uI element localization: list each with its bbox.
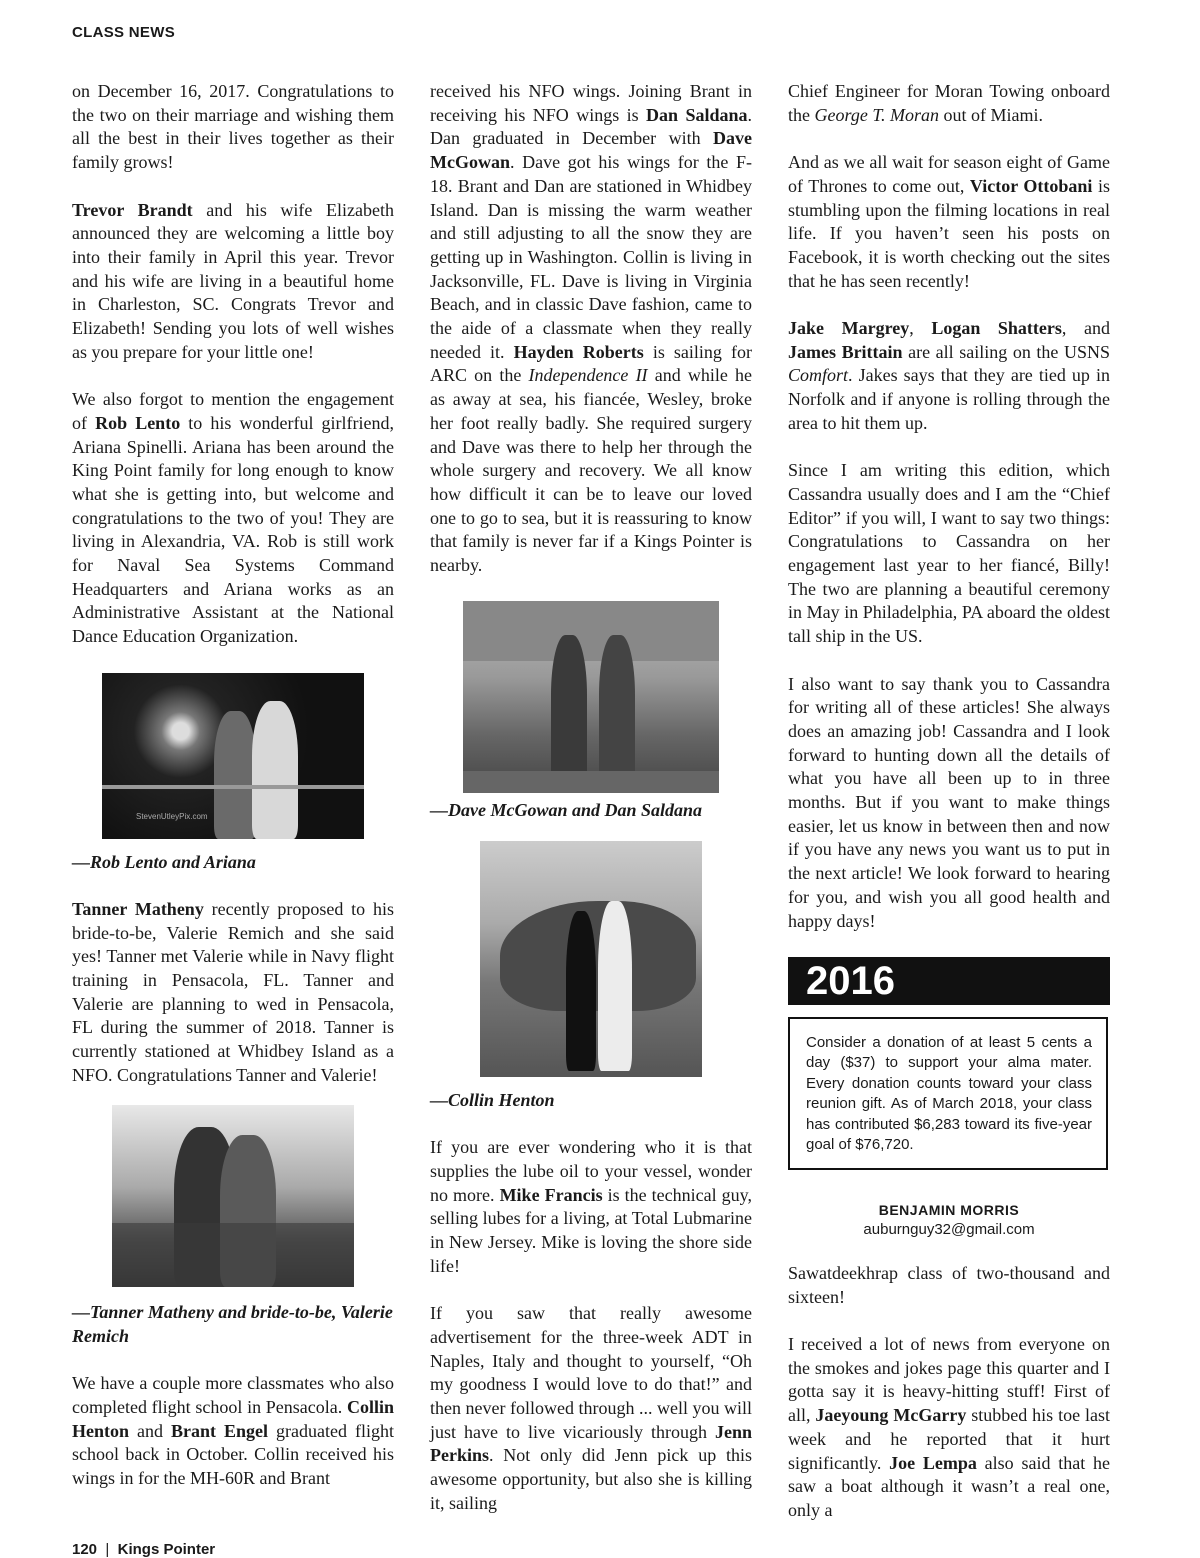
paragraph: Trevor Brandt and his wife Elizabeth announced they are welcoming a little boy into their family in April this year. Trevor and his wife are living in a beautiful home in Charleston, SC. Congrats Trevor and Elizabeth! Sending you lots of well wishes as you prepare for your little one! (72, 199, 394, 362)
page-footer (72, 1541, 215, 1558)
column-2 (430, 80, 752, 1539)
publication-name: Kings Pointer (117, 1541, 216, 1558)
paragraph: We also forgot to mention the engagement of Rob Lento to his wonderful girlfriend, Ariana Spinelli. Ariana has been around the King Point family for long enough to know what she is getting into, but welcome and congratulations to the two of you! They are living in Alexandria, VA. Rob is still work for Naval Sea Systems Command Headquarters and Ariana works as an Administrative Assistant at the National Dance Education Organization. (72, 389, 395, 647)
section-header: CLASS NEWS (72, 24, 176, 41)
paragraph: If you are ever wondering who it is that supplies the lube oil to your vessel, wonder no more. Mike Francis is the technical guy, selling lubes for a living, at Total Lubmarine in New Jersey. Mike is loving the shore side life! (430, 1137, 752, 1276)
photo-caption: —Tanner Matheny and bride-to-be, Valerie Remich (72, 1302, 393, 1346)
photo-caption: —Collin Henton (430, 1089, 555, 1110)
paragraph: Sawatdeekhrap class of two-thousand and sixteen! (788, 1262, 1110, 1307)
paragraph: We have a couple more classmates who also completed flight school in Pensacola. Collin Henton and Brant Engel graduated flight school back in October. Collin received his wings in for the MH-60R and Brant (72, 1373, 394, 1489)
photo-watermark: StevenUtleyPix.com (136, 811, 208, 821)
paragraph: Jake Margrey, Logan Shatters, and James Brittain are all sailing on the USNS Comfort. Jakes says that they are tied up in Norfolk and if anyone is rolling through the area to hit them up. (788, 318, 1110, 433)
paragraph: Tanner Matheny recently proposed to his bride-to-be, Valerie Remich and she said yes! Tanner met Valerie while in Navy flight training in Pensacola, FL. Tanner and Valerie are planning to wed in Pensacola, FL during the summer of 2018. Tanner is currently stationed at Whidbey Island as a NFO. Congratulations Tanner and Valerie! (72, 898, 394, 1085)
paragraph: Since I am writing this edition, which Cassandra usually does and I am the “Chief Editor” if you will, I want to say two things: Congratulations to Cassandra on her engagement last year to her fiancé, Billy! The two are planning a beautiful ceremony in May in Philadelphia, PA aboard the oldest tall ship in the US. (788, 460, 1110, 647)
author-block (788, 1200, 1110, 1240)
paragraph: received his NFO wings. Joining Brant in receiving his NFO wings is Dan Saldana. Dan graduated in December with Dave McGowan. Dave got his wings for the F-18. Brant and Dan are stationed in Whidbey Island. Dan is missing the warm weather and still adjusting to all the snow they are getting up in Washington. Collin is living in Jacksonville, FL. Dave is living in Virginia Beach, and in classic Dave fashion, came to the aide of a classmate when they really needed it. Hayden Roberts is sailing for ARC on the Independence II and while he as away at sea, his fiancée, Wesley, broke her foot really badly. She required surgery and Dave was there to help her through the whole surgery and recovery. We all know how difficult it can be to leave our loved one to go to sea, but it is reassuring to know that family is never far if a Kings Pointer is nearby. (430, 81, 752, 576)
column-1 (72, 80, 394, 1515)
page-number: 120 (72, 1541, 98, 1558)
photo-collin-henton (480, 841, 702, 1077)
author-email[interactable]: auburnguy32@gmail.com (863, 1220, 1035, 1238)
donation-box: Consider a donation of at least 5 cents a day ($37) to support your alma mater. Every donation counts toward your class reunion gift. As of March 2018, your class has contributed $6,283 toward its five-year goal of $76,720. (788, 1017, 1108, 1170)
column-3 (788, 80, 1110, 1546)
paragraph: If you saw that really awesome advertisement for the three-week ADT in Naples, Italy and thought to yourself, “Oh my goodness I would love to do that!” and then never followed through ... well you will just have to live vicariously through Jenn Perkins. Not only did Jenn pick up this awesome opportunity, but also she is killing it, sailing (430, 1303, 752, 1513)
photo-rob-lento-ariana (102, 673, 364, 839)
photo-mcgowan-saldana (463, 601, 719, 793)
paragraph: I received a lot of news from everyone on the smokes and jokes page this quarter and I gotta say it is heavy-hitting stuff! First of all, Jaeyoung McGarry stubbed his toe last week and he reported that it hurt significantly. Joe Lempa also said that he saw a boat although it wasn’t a real one, only a (788, 1334, 1110, 1520)
paragraph: And as we all wait for season eight of Game of Thrones to come out, Victor Ottobani is stumbling upon the filming locations in real life. If you haven’t seen his posts on Facebook, it is worth checking out the sites that he has seen recently! (788, 152, 1110, 291)
footer-separator: | (105, 1541, 110, 1558)
photo-caption: —Rob Lento and Ariana (72, 851, 256, 872)
author-name: BENJAMIN MORRIS (878, 1201, 1020, 1218)
photo-tanner-valerie (112, 1105, 354, 1287)
class-year-banner: 2016 (788, 957, 1110, 1005)
paragraph: on December 16, 2017. Congratulations to the two on their marriage and wishing them all the best in their lives together as their family grows! (72, 81, 394, 173)
photo-caption: —Dave McGowan and Dan Saldana (430, 800, 703, 821)
paragraph: Chief Engineer for Moran Towing onboard the George T. Moran out of Miami. (788, 81, 1110, 125)
paragraph: I also want to say thank you to Cassandra for writing all of these articles! She always does an amazing job! Cassandra and I look forward to hunting down all the details of what you have all been up to in three months. But if you want to make things easier, let us know in between then and now if you have any news you want us to put in the next article! We look forward to hearing for you, and wish you all good health and happy days! (788, 673, 1110, 931)
